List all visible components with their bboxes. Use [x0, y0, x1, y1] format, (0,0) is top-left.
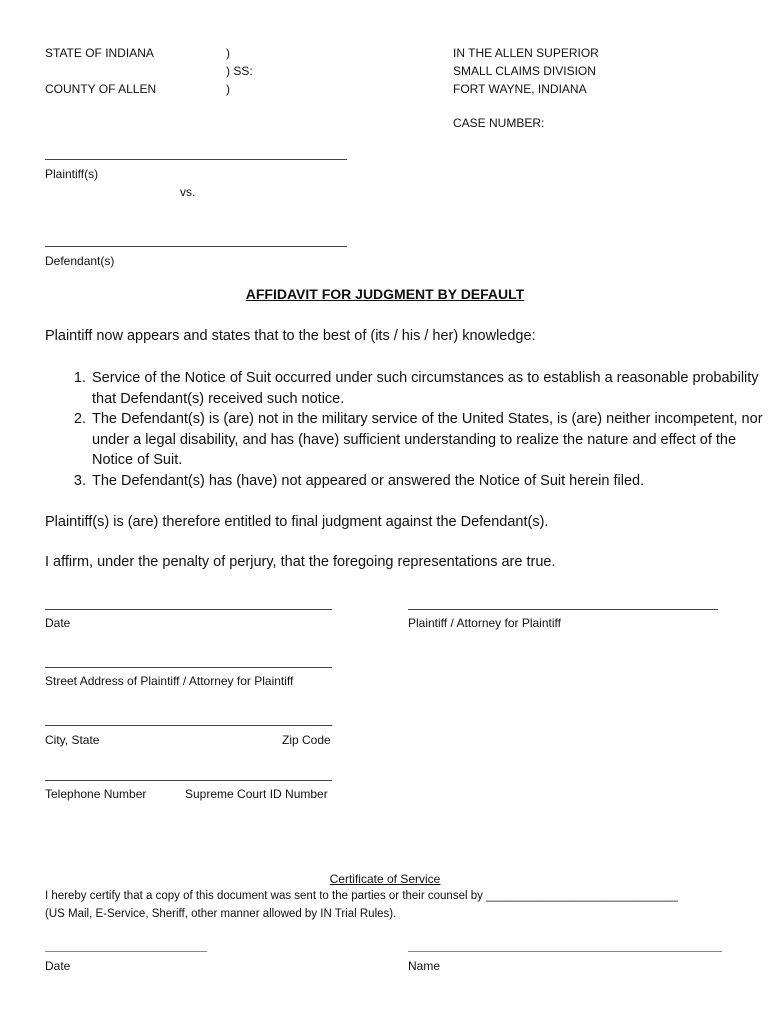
affirm-statement: I affirm, under the penalty of perjury, that the foregoing representations are true.: [45, 554, 556, 570]
certificate-name-line[interactable]: [408, 951, 722, 952]
street-address-line[interactable]: [45, 667, 332, 668]
zip-code-label: Zip Code: [282, 733, 331, 747]
plaintiff-signature-line[interactable]: [408, 609, 718, 610]
certificate-name-label: Name: [408, 959, 441, 973]
case-number-label: CASE NUMBER:: [453, 116, 545, 130]
certificate-date-line[interactable]: [45, 951, 207, 952]
certificate-heading: Certificate of Service: [329, 872, 441, 886]
date-signature-line[interactable]: [45, 609, 332, 610]
street-address-label: Street Address of Plaintiff / Attorney for Plaintiff: [45, 674, 294, 688]
certificate-line-2: (US Mail, E-Service, Sheriff, other manner allowed by IN Trial Rules).: [45, 908, 397, 920]
date-label: Date: [45, 616, 71, 630]
city-state-label: City, State: [45, 733, 100, 747]
caption-paren-3: ): [226, 82, 230, 96]
list-item: 2. The Defendant(s) is (are) not in the military service of the United States, is (are) neither incompetent, nor under a legal disability, and has (have) sufficient understanding to realize the nature and effect of the Notice of Suit.: [90, 409, 770, 471]
plaintiff-label: Plaintiff(s): [45, 167, 99, 181]
entitled-statement: Plaintiff(s) is (are) therefore entitled to final judgment against the Defendant(s).: [45, 514, 549, 530]
certificate-date-label: Date: [45, 959, 71, 973]
court-line-2: SMALL CLAIMS DIVISION: [453, 64, 596, 78]
telephone-label: Telephone Number: [45, 787, 147, 801]
list-item: 1. Service of the Notice of Suit occurred under such circumstances as to establish a reasonable probability that Defendant(s) received such notice.: [90, 368, 770, 409]
county-label: COUNTY OF ALLEN: [45, 82, 157, 96]
caption-paren-1: ): [226, 46, 230, 60]
plaintiff-attorney-label: Plaintiff / Attorney for Plaintiff: [408, 616, 561, 630]
telephone-id-line[interactable]: [45, 780, 332, 781]
certificate-line-1: I hereby certify that a copy of this document was sent to the parties or their counsel by ______________________________: [45, 890, 678, 902]
court-line-3: FORT WAYNE, INDIANA: [453, 82, 587, 96]
document-title: AFFIDAVIT FOR JUDGMENT BY DEFAULT: [245, 286, 525, 302]
state-label: STATE OF INDIANA: [45, 46, 154, 60]
statement-list: [45, 368, 770, 491]
plaintiff-blank-line[interactable]: [45, 159, 347, 160]
supreme-court-id-label: Supreme Court ID Number: [185, 787, 328, 801]
defendant-label: Defendant(s): [45, 254, 115, 268]
defendant-blank-line[interactable]: [45, 246, 347, 247]
caption-paren-ss: ) SS:: [226, 64, 253, 78]
vs-label: vs.: [180, 185, 196, 199]
city-state-zip-line[interactable]: [45, 725, 332, 726]
list-item: 3. The Defendant(s) has (have) not appeared or answered the Notice of Suit herein filed.: [90, 471, 770, 492]
court-line-1: IN THE ALLEN SUPERIOR: [453, 46, 599, 60]
intro-statement: Plaintiff now appears and states that to the best of (its / his / her) knowledge:: [45, 328, 536, 344]
